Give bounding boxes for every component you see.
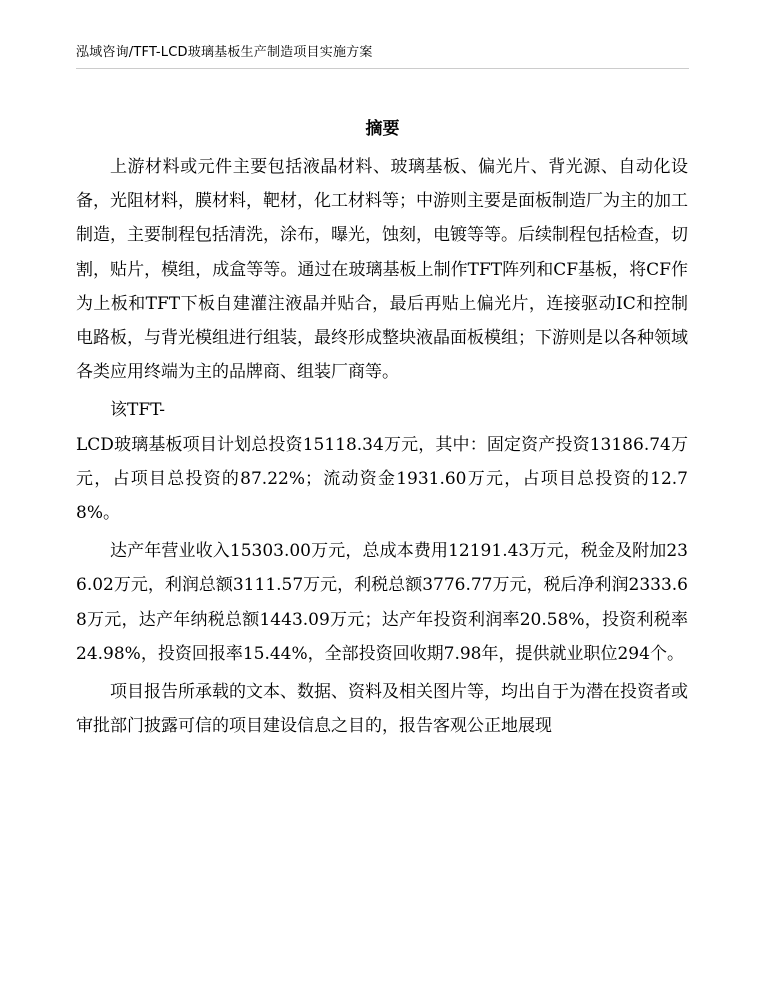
paragraph-supply-chain: 上游材料或元件主要包括液晶材料、玻璃基板、偏光片、背光源、自动化设备，光阻材料，膜材料，靶材，化工材料等；中游则主要是面板制造厂为主的加工制造，主要制程包括清洗，涂布，曝光，蚀刻，电镀等等。后续制程包括检查，切割，贴片，模组，成盒等等。通过在玻璃基板上制作TFT阵列和CF基板，将CF作为上板和TFT下板自建灌注液晶并贴合，最后再贴上偏光片，连接驱动IC和控制电路板，与背光模组进行组装，最终形成整块液晶面板模组；下游则是以各种领域各类应用终端为主的品牌商、组装厂商等。 (76, 157, 688, 383)
header-divider (76, 68, 689, 69)
paragraph-investment: LCD玻璃基板项目计划总投资15118.34万元，其中：固定资产投资13186.74万元，占项目总投资的87.22%；流动资金1931.60万元，占项目总投资的12.78%。 (76, 434, 688, 524)
paragraph-disclaimer: 项目报告所承载的文本、数据、资料及相关图片等，均出自于为潜在投资者或审批部门披露可信的项目建设信息之目的，报告客观公正地展现 (76, 682, 688, 737)
document-body (76, 150, 688, 743)
paragraph-revenue: 达产年营业收入15303.00万元，总成本费用12191.43万元，税金及附加236.02万元，利润总额3111.57万元，利税总额3776.77万元，税后净利润2333.68万元，达产年纳税总额1443.09万元；达产年投资利润率20.58%，投资利税率24.98%，投资回报率15.44%，全部投资回收期7.98年，提供就业职位294个。 (76, 541, 688, 664)
paragraph-project-intro: 该TFT- (110, 400, 166, 421)
page-header: 泓域咨询/TFT-LCD玻璃基板生产制造项目实施方案 (76, 45, 373, 60)
section-title: 摘要 (365, 119, 400, 139)
